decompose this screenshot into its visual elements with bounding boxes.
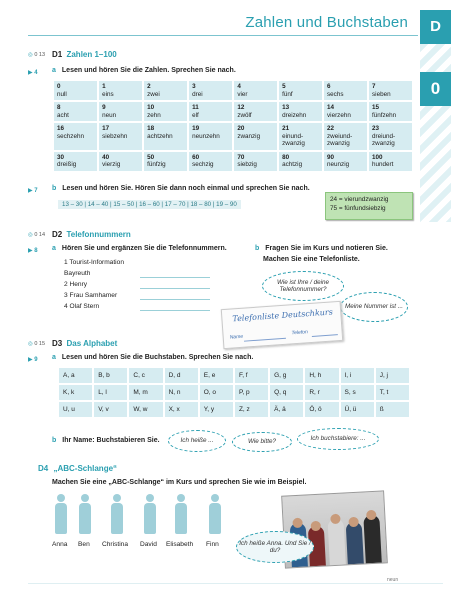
letter-cell: R, r <box>305 385 338 400</box>
number-cell <box>54 81 97 100</box>
numbers-row <box>54 123 412 150</box>
number-digit: 30 <box>57 153 65 161</box>
exercise-d2-a: a Hören Sie und ergänzen Sie die Telefonnummern. <box>52 245 227 252</box>
number-cell <box>54 123 97 150</box>
number-digit: 1 <box>102 83 106 90</box>
speech-bubble-answer: Meine Nummer ist ... <box>340 292 408 322</box>
person-name: Anna <box>52 541 68 548</box>
letter-cell: N, n <box>165 385 198 400</box>
number-cell <box>54 152 97 171</box>
side-stripe-decoration <box>420 44 451 222</box>
person-figure-ben <box>78 494 92 534</box>
number-digit: 12 <box>237 104 245 111</box>
number-cell <box>324 152 367 171</box>
person-figure-david <box>143 494 157 534</box>
card-line <box>312 334 338 337</box>
number-word: neunzehn <box>192 132 220 140</box>
number-cell <box>279 123 322 150</box>
card-line <box>244 338 286 342</box>
letter-cell: U, u <box>59 402 92 417</box>
numbers-table <box>52 79 414 173</box>
number-cell <box>189 102 232 121</box>
person-name: David <box>140 541 157 548</box>
section-heading-d1 <box>52 50 117 59</box>
number-cell <box>324 81 367 100</box>
numbers-row <box>54 81 412 100</box>
number-word: dreizehn <box>282 111 307 119</box>
note-line: 75 = fünfundsiebzig <box>330 205 386 212</box>
phone-entry: 1 Tourist-Information <box>64 259 124 266</box>
number-cell <box>369 102 412 121</box>
letter-cell: B, b <box>94 368 127 383</box>
number-cell <box>279 81 322 100</box>
speech-bubble: Ich heiße ... <box>168 430 226 452</box>
letter-cell: Z, z <box>235 402 268 417</box>
number-digit: 17 <box>102 125 110 132</box>
number-digit: 0 <box>57 83 61 90</box>
letter-cell: D, d <box>165 368 198 383</box>
letter-cell: A, a <box>59 368 92 383</box>
exercise-d1-a: a Lesen und hören Sie die Zahlen. Sprechen Sie nach. <box>52 67 236 74</box>
numbers-row <box>54 152 412 171</box>
number-digit: 11 <box>192 104 199 111</box>
person-name: Elisabeth <box>166 541 194 548</box>
number-digit: 70 <box>237 153 245 161</box>
number-word: hundert <box>372 161 394 168</box>
answer-line[interactable] <box>140 288 210 289</box>
number-cell <box>189 81 232 100</box>
answer-line[interactable] <box>140 277 210 278</box>
person-name: Christina <box>102 541 129 548</box>
number-word: vierzehn <box>327 111 351 119</box>
page-title: Zahlen und Buchstaben <box>245 14 408 31</box>
number-word: siebzehn <box>102 132 128 140</box>
number-cell <box>99 152 142 171</box>
audio-track-label: ◎ 0 13 <box>28 52 45 58</box>
number-word: fünfzig <box>147 161 166 168</box>
number-digit: 18 <box>147 125 155 132</box>
number-cell <box>54 102 97 121</box>
number-word: dreiund- zwanzig <box>372 132 396 147</box>
chapter-tab <box>420 10 451 44</box>
number-word: drei <box>192 90 203 98</box>
audio-number: ▶ 9 <box>28 357 38 363</box>
number-cell <box>234 81 277 100</box>
letter-cell: T, t <box>376 385 409 400</box>
number-cell <box>144 152 187 171</box>
number-digit: 23 <box>372 125 380 132</box>
number-cell <box>234 123 277 150</box>
speech-bubble-example: Ich heiße Anna. Und Sie / du? <box>236 531 314 563</box>
number-digit: 13 <box>282 104 290 111</box>
number-cell <box>279 152 322 171</box>
section-code: D1 <box>52 50 63 59</box>
number-cell <box>324 123 367 150</box>
letter-cell: Y, y <box>200 402 233 417</box>
alphabet-row <box>59 368 409 383</box>
number-word: zwei <box>147 90 160 98</box>
number-digit: 80 <box>282 153 290 161</box>
number-word: sechzig <box>192 161 214 168</box>
audio-track-label: ◎ 0 15 <box>28 341 45 347</box>
number-cell <box>99 102 142 121</box>
number-digit: 21 <box>282 125 290 132</box>
audio-number: ▶ 4 <box>28 70 38 76</box>
section-title: Das Alphabet <box>66 339 118 348</box>
phone-list-card <box>221 301 343 349</box>
number-cell <box>324 102 367 121</box>
exercise-d4-instruction: Machen Sie eine „ABC-Schlange“ im Kurs und sprechen Sie wie im Beispiel. <box>52 479 307 486</box>
number-word: achtzehn <box>147 132 173 140</box>
number-cell <box>144 102 187 121</box>
number-cell <box>234 102 277 121</box>
section-heading-d4 <box>38 464 117 473</box>
letter-cell: V, v <box>94 402 127 417</box>
number-digit: 90 <box>327 153 335 161</box>
exercise-d1-b: b Lesen und hören Sie. Hören Sie dann noch einmal und sprechen Sie nach. <box>52 185 310 192</box>
letter-cell: M, m <box>129 385 162 400</box>
letter-cell: K, k <box>59 385 92 400</box>
number-word: zwölf <box>237 111 252 119</box>
number-digit: 14 <box>327 104 335 111</box>
number-word: zwanzig <box>237 132 261 140</box>
number-digit: 50 <box>147 153 155 161</box>
letter-cell: ß <box>376 402 409 417</box>
header-rule <box>28 35 418 36</box>
phone-entry: Bayreuth <box>64 270 91 277</box>
letter-cell: X, x <box>165 402 198 417</box>
card-phone-label: Telefon <box>291 329 308 337</box>
number-ranges: 13 – 30 | 14 – 40 | 15 – 50 | 16 – 60 | 17 – 70 | 18 – 80 | 19 – 90 <box>58 200 241 209</box>
letter-cell: J, j <box>376 368 409 383</box>
number-digit: 16 <box>57 125 65 132</box>
number-digit: 100 <box>372 153 383 161</box>
section-title: Telefonnummern <box>66 230 131 239</box>
phone-entry: 4 Olaf Stern <box>64 303 100 310</box>
alphabet-row <box>59 402 409 417</box>
letter-cell: Q, q <box>270 385 303 400</box>
number-word: neun <box>102 111 117 119</box>
section-heading-d3 <box>52 339 117 348</box>
number-word: null <box>57 90 67 98</box>
letter-cell: O, o <box>200 385 233 400</box>
number-cell <box>144 81 187 100</box>
number-digit: 19 <box>192 125 200 132</box>
letter-cell: G, g <box>270 368 303 383</box>
number-digit: 9 <box>102 104 106 111</box>
number-cell <box>99 123 142 150</box>
letter-cell: Ö, ö <box>305 402 338 417</box>
number-digit: 22 <box>327 125 335 132</box>
number-word: elf <box>192 111 199 119</box>
alphabet-row <box>59 385 409 400</box>
person-figure-anna <box>54 494 68 534</box>
exercise-d3-a: a Lesen und hören Sie die Buchstaben. Sprechen Sie nach. <box>52 354 254 361</box>
person-figure-finn <box>208 494 222 534</box>
letter-cell: I, i <box>341 368 374 383</box>
number-cell <box>99 81 142 100</box>
number-digit: 3 <box>192 83 196 90</box>
section-heading-d2 <box>52 230 131 239</box>
number-digit: 10 <box>147 104 155 111</box>
speech-bubble: Wie bitte? <box>232 432 292 452</box>
number-digit: 40 <box>102 153 110 161</box>
alphabet-table <box>57 366 411 419</box>
number-digit: 20 <box>237 125 245 132</box>
section-title: „ABC-Schlange“ <box>53 464 118 473</box>
audio-track-label: ◎ 0 14 <box>28 232 45 238</box>
exercise-d2-b-line2: Machen Sie eine Telefonliste. <box>263 256 360 263</box>
number-digit: 5 <box>282 83 286 90</box>
number-cell <box>369 152 412 171</box>
number-word: einund- zwanzig <box>282 132 305 147</box>
number-cell <box>279 102 322 121</box>
numbers-row <box>54 102 412 121</box>
number-cell <box>144 123 187 150</box>
note-line: 24 = vierundzwanzig <box>330 196 389 203</box>
number-word: fünf <box>282 90 293 98</box>
section-code: D4 <box>38 464 49 473</box>
letter-cell: P, p <box>235 385 268 400</box>
person-figure-elisabeth <box>174 494 188 534</box>
number-digit: 6 <box>327 83 331 90</box>
letter-cell: Ä, ä <box>270 402 303 417</box>
card-name-label: Name <box>229 333 244 341</box>
number-cell <box>369 81 412 100</box>
number-cell <box>234 152 277 171</box>
card-title: Telefonliste Deutschkurs <box>232 307 334 324</box>
section-code: D2 <box>52 230 63 239</box>
person-figure-christina <box>110 494 124 534</box>
section-code: D3 <box>52 339 63 348</box>
number-word: fünfzehn <box>372 111 397 119</box>
audio-number: ▶ 7 <box>28 188 38 194</box>
phone-entry: 2 Henry <box>64 281 88 288</box>
speech-bubble-question: Wie ist Ihre / deine Telefonnummer? <box>262 271 344 301</box>
number-word: sieben <box>372 90 391 98</box>
number-word: acht <box>57 111 69 119</box>
number-word: sechs <box>327 90 344 98</box>
number-digit: 15 <box>372 104 380 111</box>
number-word: zweiund- zwanzig <box>327 132 353 147</box>
section-title: Zahlen 1–100 <box>66 50 117 59</box>
letter-cell: H, h <box>305 368 338 383</box>
number-digit: 4 <box>237 83 241 90</box>
number-word: vierzig <box>102 161 121 168</box>
exercise-d3-b: b Ihr Name: Buchstabieren Sie. <box>52 437 160 444</box>
letter-cell: F, f <box>235 368 268 383</box>
number-digit: 8 <box>57 104 61 111</box>
number-cell <box>369 123 412 150</box>
number-word: neunzig <box>327 161 350 168</box>
number-digit: 2 <box>147 83 151 90</box>
speech-bubble: Ich buchstabiere: ... <box>297 428 379 450</box>
number-cell <box>189 123 232 150</box>
example-note <box>325 192 413 220</box>
number-word: vier <box>237 90 248 98</box>
number-word: zehn <box>147 111 161 119</box>
number-digit: 7 <box>372 83 376 90</box>
answer-line[interactable] <box>140 310 210 311</box>
audio-number: ▶ 8 <box>28 248 38 254</box>
letter-cell: L, l <box>94 385 127 400</box>
letter-cell: S, s <box>341 385 374 400</box>
letter-cell: W, w <box>129 402 162 417</box>
chapter-letter: D <box>430 18 441 35</box>
answer-line[interactable] <box>140 299 210 300</box>
letter-cell: E, e <box>200 368 233 383</box>
number-word: sechzehn <box>57 132 84 140</box>
letter-cell: Ü, ü <box>341 402 374 417</box>
phone-entry: 3 Frau Samhamer <box>64 292 118 299</box>
letter-cell: C, c <box>129 368 162 383</box>
number-word: siebzig <box>237 161 257 168</box>
exercise-d2-b: b Fragen Sie im Kurs und notieren Sie. <box>255 245 388 252</box>
number-word: achtzig <box>282 161 303 168</box>
page-number: neun <box>387 577 399 583</box>
chapter-number: 0 <box>420 72 451 106</box>
number-word: eins <box>102 90 114 98</box>
footer-rule <box>28 583 443 584</box>
number-cell <box>189 152 232 171</box>
number-word: dreißig <box>57 161 77 168</box>
person-name: Finn <box>206 541 219 548</box>
person-name: Ben <box>78 541 90 548</box>
number-digit: 60 <box>192 153 200 161</box>
